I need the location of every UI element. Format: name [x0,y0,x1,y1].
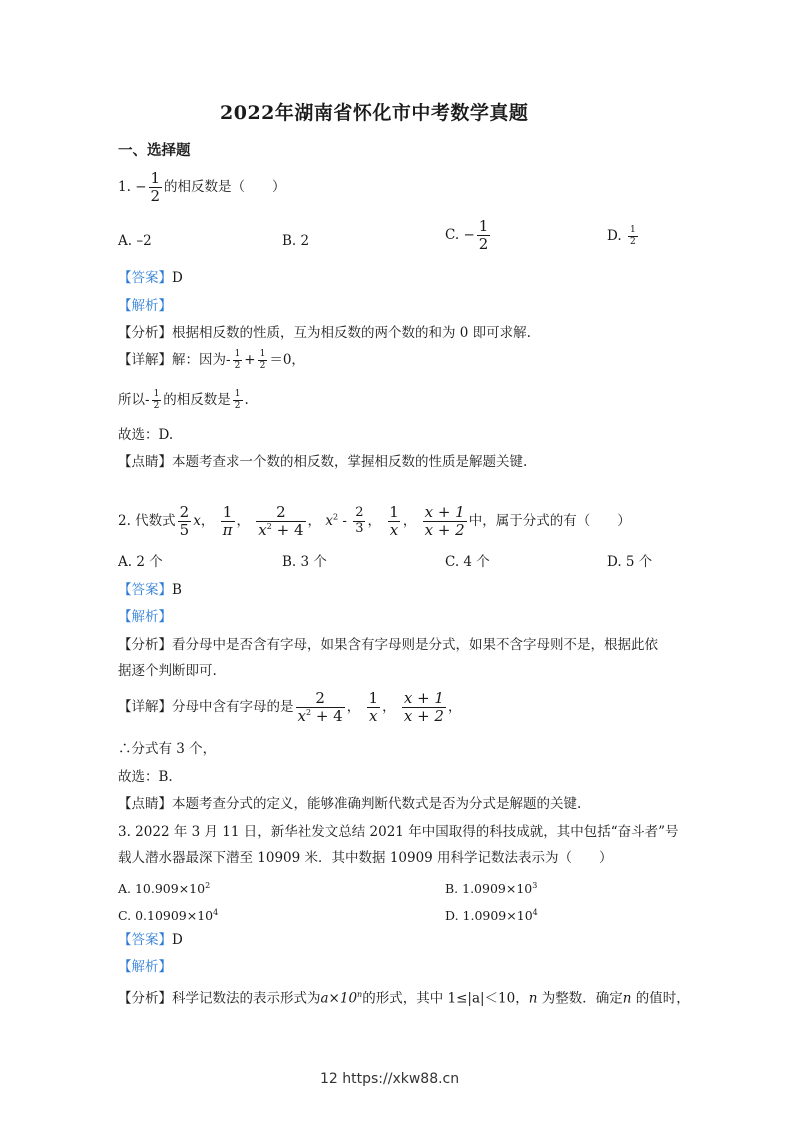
option-b: B. 3 个 [282,554,327,570]
fenxi-line: 【分析】看分母中是否含有字母，如果含有字母则是分式，如果不含字母则不是，根据此依 [118,637,658,653]
dianjing-line: 【点睛】本题考查求一个数的相反数，掌握相反数的性质是解题关键. [118,454,528,470]
question-1-stem [118,170,286,205]
fenxi-line-2: 据逐个判断即可. [118,663,217,679]
answer-line: 【答案】D [118,932,183,948]
fenxi-line: 【分析】根据相反数的性质，互为相反数的两个数的和为 0 即可求解. [118,325,531,341]
xiangjie-line: 【详解】分母中含有字母的是 $\frac{2}{x^2 + 4}$ ， $\frac{1}{x}$ ， $\frac{x + 1}{x + 2}$ ， [118,689,462,725]
option-d: D. 5 个 [607,554,653,570]
question-3-stem-2: 载人潜水器最深下潜至 10909 米．其中数据 10909 用科学记数法表示为（ ） [118,850,613,866]
answer-line: 【答案】B [118,582,182,598]
analysis-tag: 【解析】 [118,959,172,975]
question-3-stem-1: 3. 2022 年 3 月 11 日，新华社发文总结 2021 年中国取得的科技成就，其中包括“奋斗者”号 [118,824,679,840]
option-c: C. $0.10909\times 10^4$ [118,908,219,924]
therefore-line: ∴分式有 3 个， [118,741,217,757]
guxuan-line: 故选：D. [118,427,174,443]
question-number: 1. [118,178,131,195]
answer-line [118,268,183,288]
guxuan-line: 故选：B. [118,769,173,785]
option-d: D. $\frac{1}{2}$ [607,225,636,247]
page-title: 2022年湖南省怀化市中考数学真题 [220,102,529,124]
option-a: A. 2 个 [118,554,163,570]
conclusion-line: 所以- $\frac{1}{2}$ 的相反数是 $\frac{1}{2}$ . [118,389,249,411]
option-b: B. $1.0909\times 10^3$ [445,881,538,897]
option-a: A. $10.909\times 10^2$ [118,881,211,897]
answer-value: D [172,270,183,286]
section-heading: 一、选择题 [118,142,191,159]
option-b: B. 2 [282,233,310,249]
fenxi-line: 【分析】科学记数法的表示形式为$a\times 10^n$的形式，其中 1≤|a|＜10，n 为整数．确定n 的值时， [118,990,690,1007]
option-c: C. − $\frac{1}{2}$ [445,217,489,253]
question-2-stem: 2. 代数式 $\frac{2}{5}$ x， $\frac{1}{\pi}$ ， $\frac{2}{x^2 + 4}$ ， $x^2$ - $\frac{2}{3}$ ， $\frac{1}{x}$ ， $\frac{x + 1}{x + 2}$ 中，属于分式的有（ ） [118,503,631,539]
answer-tag: 【答案】 [118,270,172,286]
option-a: A. –2 [118,233,152,249]
dianjing-line: 【点睛】本题考查分式的定义，能够准确判断代数式是否为分式是解题的关键. [118,796,582,812]
page-footer: 12 https://xkw88.cn [320,1071,460,1087]
option-c: C. 4 个 [445,554,490,570]
option-d: D. $1.0909\times 10^4$ [445,908,538,924]
question-text: 的相反数是（ ） [164,178,286,195]
fraction: $\frac{1}{2}$ [150,169,161,205]
analysis-tag: 【解析】 [118,609,172,625]
minus-sign: − [135,178,147,195]
analysis-tag: 【解析】 [118,298,172,314]
xiangjie-line: 【详解】解：因为- $\frac{1}{2}$ + $\frac{1}{2}$ ＝0， [118,349,305,371]
